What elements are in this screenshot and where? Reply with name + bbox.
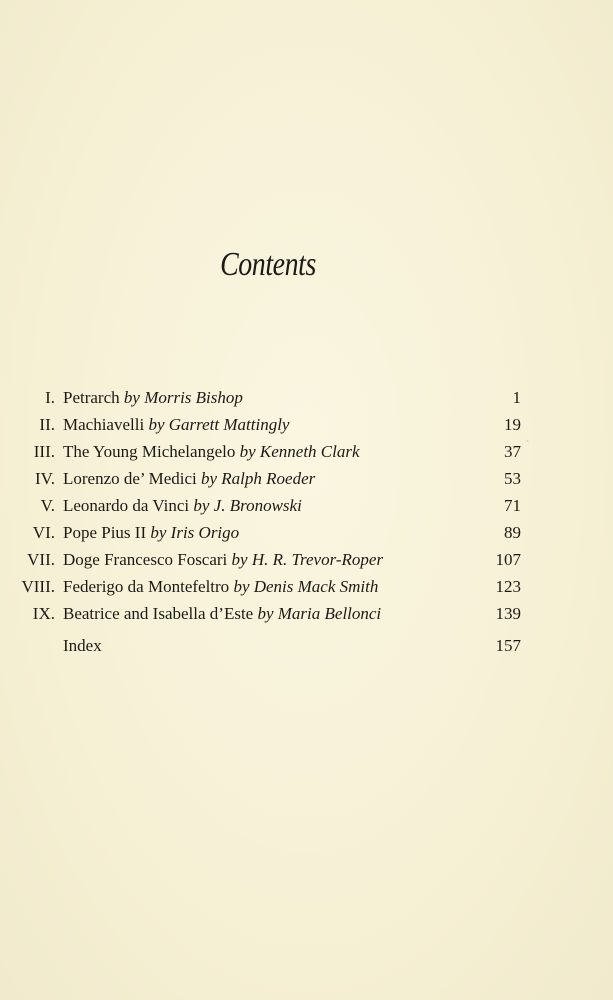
- chapter-author: J. Bronowski: [213, 496, 302, 515]
- chapter-author: Maria Bellonci: [277, 604, 382, 623]
- toc-entry: [0, 413, 613, 437]
- chapter-title: [63, 521, 239, 545]
- chapter-title: [63, 575, 378, 599]
- chapter-title: [63, 413, 289, 437]
- toc-entry: [0, 602, 613, 626]
- chapter-by: by: [233, 577, 250, 596]
- chapter-subject: Leonardo da Vinci: [63, 496, 190, 515]
- chapter-title: [63, 494, 302, 518]
- chapter-page-number: 1: [512, 388, 521, 407]
- chapter-by: by: [148, 415, 165, 434]
- toc-entry: [0, 494, 613, 518]
- chapter-subject: The Young Michelangelo: [63, 442, 236, 461]
- chapter-author: H. R. Trevor-Roper: [251, 550, 384, 569]
- chapter-author: Garrett Mattingly: [168, 415, 290, 434]
- toc-entry: [0, 548, 613, 572]
- chapter-numeral: V.: [40, 496, 55, 515]
- chapter-subject: Federigo da Montefeltro: [63, 577, 230, 596]
- toc-entry: [0, 467, 613, 491]
- chapter-subject: Beatrice and Isabella d’Este: [63, 604, 254, 623]
- chapter-page-number: 107: [495, 550, 521, 569]
- chapter-by: by: [200, 469, 218, 488]
- chapter-numeral: IV.: [35, 469, 55, 488]
- chapter-title: [63, 386, 243, 410]
- toc-entry: [0, 575, 613, 599]
- chapter-by: by: [193, 496, 210, 515]
- chapter-by: by: [257, 604, 274, 623]
- chapter-page-number: 89: [504, 523, 521, 542]
- chapter-author: Morris Bishop: [144, 388, 243, 407]
- chapter-page-number: 139: [495, 604, 521, 623]
- chapter-author: Iris Origo: [170, 523, 240, 542]
- chapter-numeral: VIII.: [21, 577, 55, 596]
- chapter-numeral: IX.: [32, 604, 55, 623]
- index-label: Index: [63, 636, 102, 655]
- chapter-by: by: [231, 550, 248, 569]
- chapter-page-number: 123: [495, 577, 521, 596]
- chapter-page-number: 71: [504, 496, 521, 515]
- chapter-numeral: II.: [39, 415, 55, 434]
- chapter-subject: Pope Pius II: [63, 523, 147, 542]
- chapter-title: [63, 548, 383, 572]
- toc-entry: [0, 386, 613, 410]
- page-title: Contents: [220, 246, 316, 283]
- chapter-title: [63, 467, 315, 491]
- chapter-title: [63, 602, 381, 626]
- chapter-numeral: I.: [45, 388, 55, 407]
- toc-entry: [0, 521, 613, 545]
- chapter-by: by: [150, 523, 167, 542]
- chapter-subject: Lorenzo de’ Medici: [63, 469, 197, 488]
- chapter-author: Kenneth Clark: [259, 442, 360, 461]
- chapter-numeral: III.: [33, 442, 55, 461]
- chapter-page-number: 53: [504, 469, 521, 488]
- toc-index-entry: [0, 634, 613, 658]
- chapter-page-number: 37: [504, 442, 521, 461]
- chapter-subject: Doge Francesco Foscari: [63, 550, 228, 569]
- chapter-numeral: VI.: [32, 523, 55, 542]
- chapter-author: Denis Mack Smith: [253, 577, 379, 596]
- chapter-subject: Machiavelli: [63, 415, 145, 434]
- chapter-by: by: [123, 388, 140, 407]
- print-speck: ˋ: [526, 440, 530, 451]
- chapter-page-number: 19: [504, 415, 521, 434]
- index-page-number: 157: [495, 636, 521, 655]
- toc-entry: [0, 440, 613, 464]
- chapter-subject: Petrarch: [63, 388, 120, 407]
- chapter-numeral: VII.: [27, 550, 55, 569]
- chapter-author: Ralph Roeder: [221, 469, 316, 488]
- chapter-title: [63, 440, 360, 464]
- chapter-by: by: [239, 442, 256, 461]
